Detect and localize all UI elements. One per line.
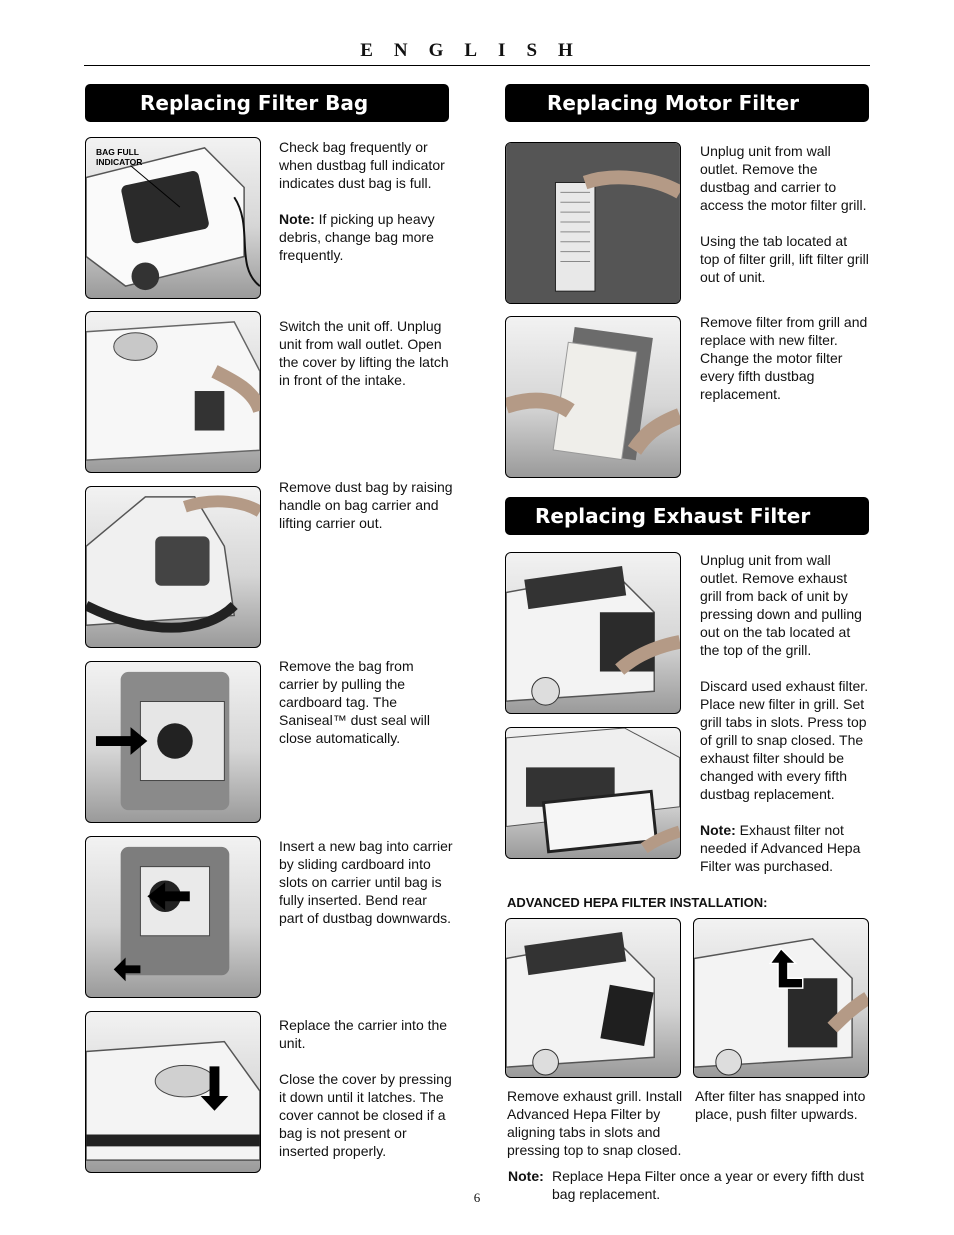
motor-filter-step1-para2: Using the tab located at top of filter grill, lift filter grill out of unit. — [700, 233, 869, 285]
bag-insert-illustration — [86, 837, 260, 997]
hepa-caption-left — [507, 1087, 683, 1159]
photo-open-cover — [85, 311, 261, 473]
filter-bag-step4-text — [279, 657, 454, 747]
filter-bag-step6-para1: Replace the carrier into the unit. — [279, 1017, 448, 1051]
language-header: ENGLISH — [84, 40, 870, 66]
section-title-replacing-exhaust-filter: Replacing Exhaust Filter — [505, 497, 869, 535]
filter-bag-step5-text — [279, 837, 454, 927]
page-number: 6 — [473, 1190, 481, 1205]
photo-exhaust-filter — [505, 727, 681, 859]
hepa-caption-left-text: Remove exhaust grill. Install Advanced Hepa Filter by aligning tabs in slots and pressing top to snap closed. — [507, 1088, 683, 1158]
note-text: Replace Hepa Filter once a year or every fifth dust bag replacement. — [552, 1168, 865, 1202]
filter-bag-step3-para: Remove dust bag by raising handle on bag carrier and lifting carrier out. — [279, 479, 453, 531]
note-label: Note: — [700, 822, 736, 838]
filter-bag-step1-para: Check bag frequently or when dustbag full indicator indicates dust bag is full. — [279, 139, 445, 191]
photo-insert-bag — [85, 836, 261, 998]
note-text: Exhaust filter not needed if Advanced Hepa Filter was purchased. — [700, 822, 861, 874]
motor-filter-step2-para: Remove filter from grill and replace with new filter. Change the motor filter every fifth dustbag replacement. — [700, 314, 868, 402]
photo-remove-bag — [85, 661, 261, 823]
note-label: Note: — [279, 211, 315, 227]
filter-bag-step4-para: Remove the bag from carrier by pulling the cardboard tag. The Saniseal™ dust seal will close automatically. — [279, 658, 430, 746]
filter-bag-step3-text — [279, 478, 454, 532]
photo-bag-full-indicator — [85, 137, 261, 299]
hepa-installation-heading: ADVANCED HEPA FILTER INSTALLATION: — [507, 895, 768, 910]
filter-bag-step6-text — [279, 1016, 454, 1160]
filter-bag-step6-para2: Close the cover by pressing it down until it latches. The cover cannot be closed if a bag is not present or inserted properly. — [279, 1071, 452, 1159]
vacuum-cover-illustration — [86, 312, 260, 472]
exhaust-filter-illustration — [506, 728, 680, 858]
exhaust-grill-illustration — [506, 553, 680, 713]
photo-remove-carrier — [85, 486, 261, 648]
note-label: Note: — [508, 1168, 544, 1184]
section-title-replacing-filter-bag: Replacing Filter Bag — [85, 84, 449, 122]
motor-grill-illustration — [506, 143, 680, 303]
motor-filter-replace-illustration — [506, 317, 680, 477]
hepa-install-illustration — [506, 919, 680, 1077]
hepa-caption-right — [695, 1087, 871, 1123]
bag-full-indicator-label: BAG FULL INDICATOR — [96, 147, 143, 167]
filter-bag-step1-text — [279, 138, 454, 264]
hepa-push-illustration — [694, 919, 868, 1077]
section-title-replacing-motor-filter: Replacing Motor Filter — [505, 84, 869, 122]
exhaust-filter-para1: Unplug unit from wall outlet. Remove exhaust grill from back of unit by pressing down and pulling out on the tab located at the top of the grill. — [700, 552, 862, 658]
filter-bag-step2-para: Switch the unit off. Unplug unit from wall outlet. Open the cover by lifting the latch in front of the intake. — [279, 318, 449, 388]
motor-filter-step1-para1: Unplug unit from wall outlet. Remove the dustbag and carrier to access the motor filter grill. — [700, 143, 867, 213]
vacuum-carrier-illustration — [86, 487, 260, 647]
photo-replace-motor-filter — [505, 316, 681, 478]
bag-removal-illustration — [86, 662, 260, 822]
motor-filter-step1-text — [700, 142, 870, 286]
photo-motor-filter-grill — [505, 142, 681, 304]
photo-hepa-install — [505, 918, 681, 1078]
motor-filter-step2-text — [700, 313, 870, 403]
vacuum-close-illustration — [86, 1012, 260, 1172]
exhaust-filter-para2: Discard used exhaust filter. Place new filter in grill. Set grill tabs in slots. Press top of grill to snap closed. The exhaust filter should be changed with every fifth dustbag replacement. — [700, 678, 869, 802]
exhaust-filter-text — [700, 551, 872, 875]
exhaust-filter-note — [700, 821, 872, 875]
photo-hepa-push-up — [693, 918, 869, 1078]
note-text: If picking up heavy debris, change bag more frequently. — [279, 211, 435, 263]
photo-close-cover — [85, 1011, 261, 1173]
filter-bag-step5-para: Insert a new bag into carrier by sliding cardboard into slots on carrier until bag is fully inserted. Bend rear part of dustbag downwards. — [279, 838, 453, 926]
filter-bag-step1-note — [279, 210, 454, 264]
hepa-caption-right-text: After filter has snapped into place, push filter upwards. — [695, 1088, 866, 1122]
photo-remove-exhaust-grill — [505, 552, 681, 714]
hepa-note — [508, 1167, 874, 1203]
filter-bag-step2-text — [279, 317, 454, 389]
